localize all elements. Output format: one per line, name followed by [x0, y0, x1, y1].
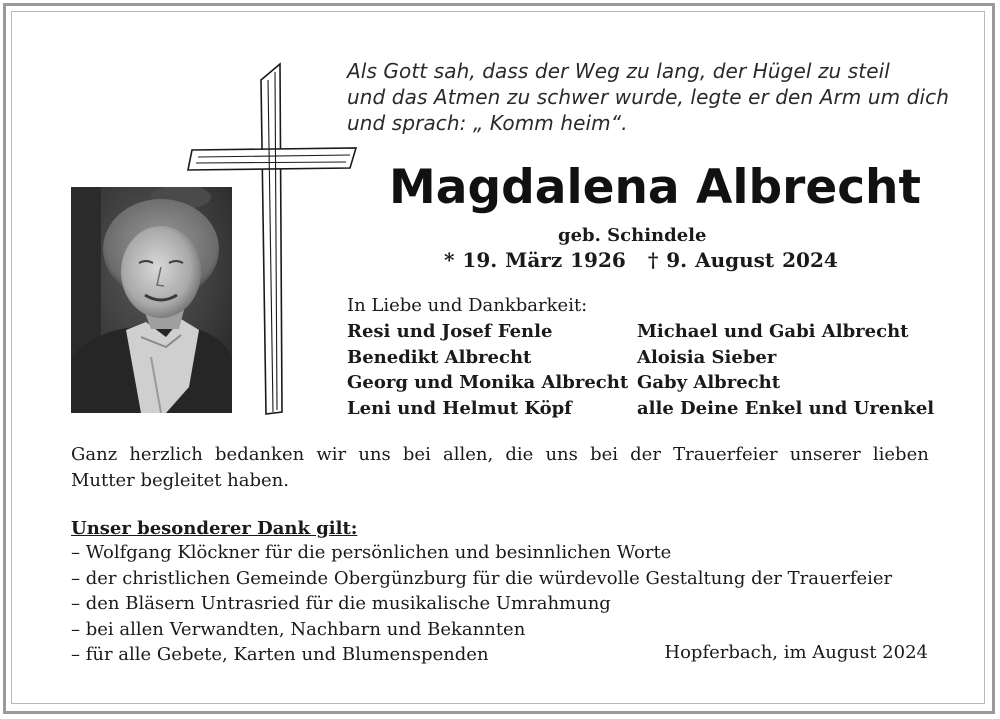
- poem-line: und sprach: „ Komm heim“.: [347, 111, 628, 135]
- birth-name: geb. Schindele: [558, 225, 707, 246]
- portrait-photo: [71, 187, 232, 413]
- poem: [347, 58, 949, 136]
- thanks-line: Ganz herzlich bedanken wir uns bei allen, die uns bei der Trauerfeier unserer lieben: [71, 444, 929, 465]
- mourners-right-column: [637, 319, 934, 421]
- list-item: – der christlichen Gemeinde Obergünzburg für die würdevolle Gestaltung der Trauerfeier: [71, 567, 893, 589]
- list-item: – für alle Gebete, Karten und Blumenspenden: [71, 644, 489, 665]
- life-dates: [444, 248, 838, 272]
- birth-date: * 19. März 1926: [444, 248, 626, 272]
- place-and-date: Hopferbach, im August 2024: [664, 642, 928, 663]
- mourner-name: Georg und Monika Albrecht: [347, 372, 629, 393]
- mourners-left-column: [347, 319, 628, 421]
- mourner-name: alle Deine Enkel und Urenkel: [637, 397, 935, 419]
- mourner-name: Gaby Albrecht: [637, 372, 781, 393]
- poem-line: Als Gott sah, dass der Weg zu lang, der Hügel zu steil: [347, 59, 890, 83]
- special-thanks-heading: Unser besonderer Dank gilt:: [71, 518, 358, 539]
- list-item: – bei allen Verwandten, Nachbarn und Bekannten: [71, 618, 526, 640]
- mourner-name: Michael und Gabi Albrecht: [637, 321, 909, 342]
- death-date: † 9. August 2024: [647, 248, 838, 272]
- list-item: – den Bläsern Untrasried für die musikalische Umrahmung: [71, 593, 611, 614]
- deceased-name: Magdalena Albrecht: [389, 160, 921, 215]
- poem-line: und das Atmen zu schwer wurde, legte er den Arm um dich: [347, 85, 949, 109]
- mourner-name: Resi und Josef Fenle: [347, 321, 553, 342]
- thanks-paragraph: [71, 442, 929, 493]
- list-item: – Wolfgang Klöckner für die persönlichen und besinnlichen Worte: [71, 542, 672, 563]
- thanks-line: Mutter begleitet haben.: [71, 469, 289, 491]
- mourner-name: Benedikt Albrecht: [347, 346, 532, 368]
- mourner-name: Leni und Helmut Köpf: [347, 397, 572, 419]
- mourner-name: Aloisia Sieber: [637, 346, 777, 368]
- mourners-intro: In Liebe und Dankbarkeit:: [347, 295, 588, 316]
